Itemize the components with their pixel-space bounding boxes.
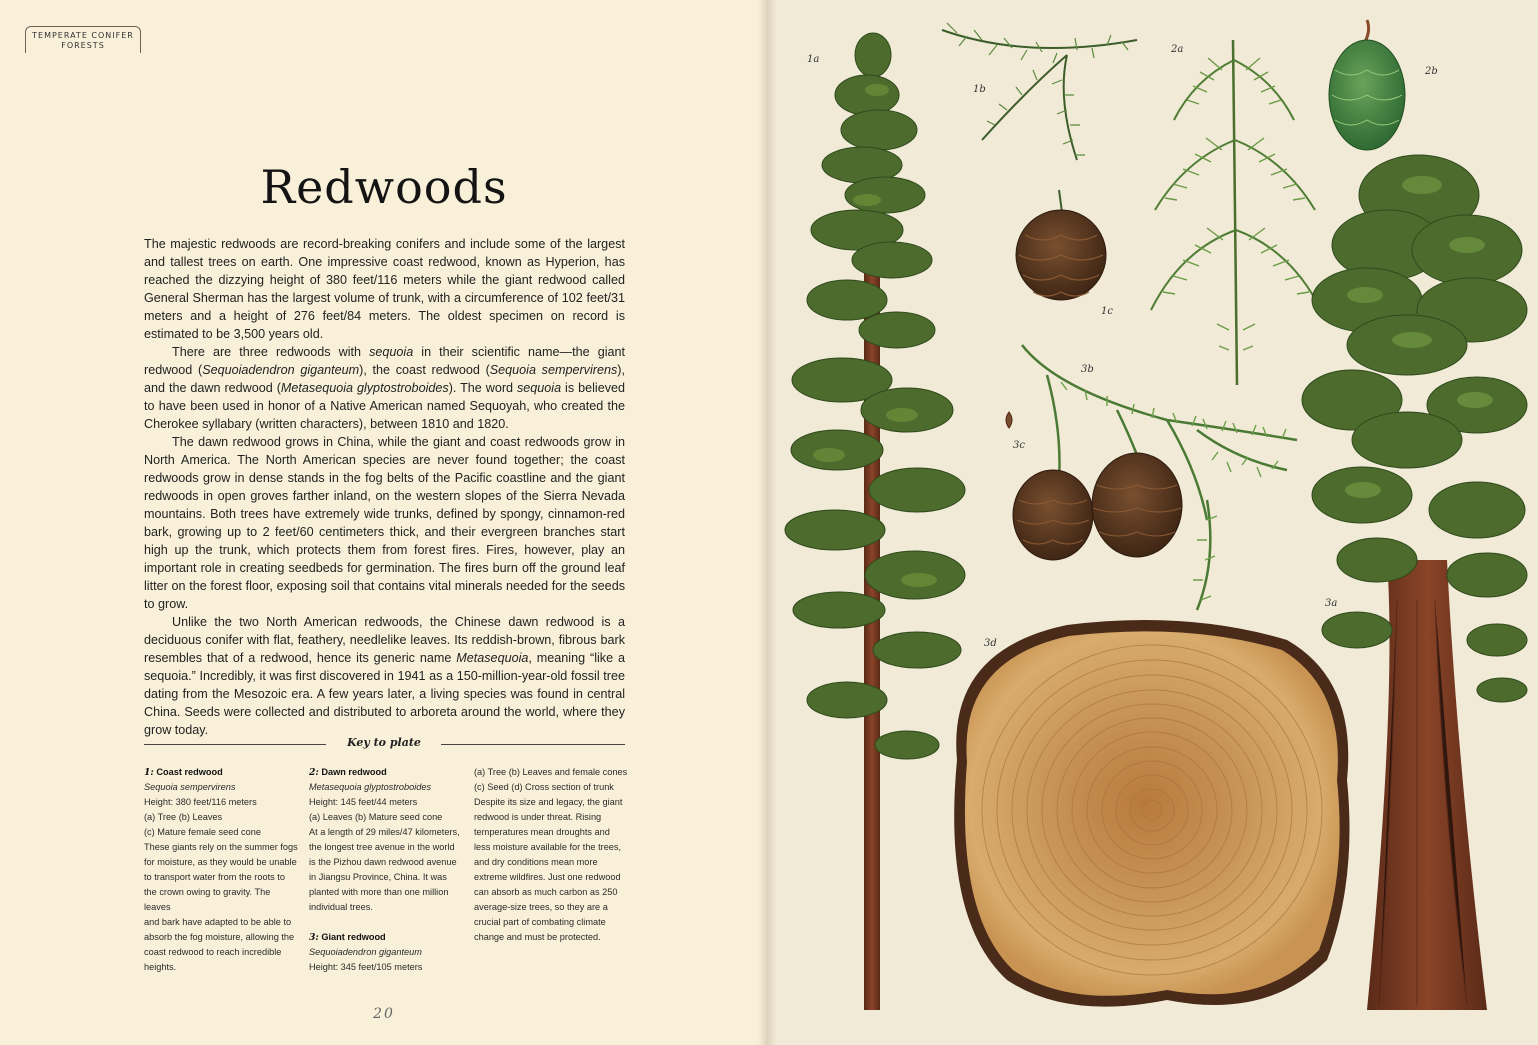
plate-label-1c: 1c: [1101, 306, 1113, 317]
paragraph-3: The dawn redwood grows in China, while the giant and coast redwoods grow in North America. The North American species are never found together; the coast redwoods grow in dense stands in the fog belts of the Pacific coastline and the giant redwoods in open groves farther inland, on the western slopes of the Sierra Nevada mountains. Both trees have extremely wide trunks, defined by spongy, cinnamon-red bark, growing up to 2 feet/60 centimeters thick, and their evergreen branches start high up the trunk, which protects them from forest fires. Fires, however, play an important role in creating seedbeds for germination. The fires burn off the ground leaf litter on the forest floor, exposing soil that contains vital minerals needed for the seeds to grow.: [144, 435, 625, 611]
plate-label-3c: 3c: [1013, 440, 1025, 451]
key-divider-left: [144, 744, 326, 745]
key-number: 3:: [309, 932, 319, 943]
key-species-name: Giant redwood: [321, 932, 386, 942]
key-column-3: (a) Tree (b) Leaves and female cones (c) Seed (d) Cross section of trunk Despite its size and legacy, the giant redwood is under threat. Rising temperatures mean droughts and less moisture available for the trees, and dry conditions mean more extreme wildfires. Just one redwood can absorb as much carbon as 250 average-size trees, so they are a crucial part of combating climate change and must be protected.: [474, 767, 628, 942]
key-height: Height: 145 feet/44 meters: [309, 797, 418, 807]
coast-redwood-leaf-spray: [942, 23, 1137, 160]
plate-label-3a: 3a: [1325, 598, 1338, 609]
botanical-plate: [767, 0, 1538, 1045]
giant-redwood-cone-1: [1013, 470, 1093, 560]
key-height: Height: 345 feet/105 meters: [309, 962, 423, 972]
paragraph-1: The majestic redwoods are record-breaking conifers and include some of the largest and tallest trees on earth. One impressive coast redwood, known as Hyperion, has reached the dizzying height of 380 feet/116 meters while the giant redwood called General Sherman has the largest volume of trunk, with a circumference of 102 feet/31 meters and a height of 276 feet/84 meters. The oldest specimen on record is estimated to be 3,500 years old.: [144, 237, 625, 341]
plate-label-3b: 3b: [1081, 364, 1094, 375]
key-divider-right: [441, 744, 625, 745]
dawn-redwood-cone: [1329, 20, 1405, 150]
key-species-name: Coast redwood: [156, 767, 223, 777]
left-page: [0, 0, 767, 1045]
key-scientific-name: Sequoiadendron giganteum: [309, 947, 422, 957]
body-text: [144, 235, 625, 739]
section-tab-line2: FORESTS: [61, 41, 105, 50]
paragraph-2: There are three redwoods with sequoia in their scientific name—the giant redwood (Sequoiadendron giganteum), the coast redwood (Sequoia sempervirens), and the dawn redwood (Metasequoia glyptostroboides). The word sequoia is believed to have been used in honor of a Native American named Sequoyah, who created the Cherokee syllabary (written characters), between 1810 and 1820.: [144, 345, 626, 431]
key-title: Key to plate: [347, 736, 421, 749]
book-gutter: [758, 0, 776, 1045]
section-tab: [25, 26, 141, 53]
section-tab-line1: TEMPERATE CONIFER: [32, 31, 134, 40]
coast-redwood-tree: [785, 33, 965, 1010]
page-title: Redwoods: [260, 160, 508, 214]
trunk-cross-section: [954, 620, 1349, 1007]
key-species-name: Dawn redwood: [321, 767, 387, 777]
key-item: (c) Mature female seed cone: [144, 827, 261, 837]
plate-label-2b: 2b: [1425, 66, 1438, 77]
plate-label-1b: 1b: [973, 84, 986, 95]
key-column-1: 1: Coast redwood Sequoia sempervirens Height: 380 feet/116 meters (a) Tree (b) Leaves (c) Mature female seed cone These giants rely on the summer fogs for moisture, as they would be unable to transport water from the roots to the crown owing to gravity. The leaves and bark have adapted to be able to absorb the fog moisture, allowing the coast redwood to reach incredible heights.: [144, 767, 298, 972]
plate-label-1a: 1a: [807, 54, 820, 65]
giant-redwood-branch: [1013, 345, 1297, 610]
dawn-redwood-leaves: [1151, 40, 1321, 385]
key-number: 2:: [309, 767, 319, 778]
paragraph-4: Unlike the two North American redwoods, the Chinese dawn redwood is a deciduous conifer with flat, feathery, needlelike leaves. Its reddish-brown, fibrous bark resembles that of a redwood, hence its generic name Metasequoia, meaning “like a sequoia.” Incredibly, it was first discovered in 1941 as a 150-million-year-old fossil tree dating from the Mesozoic era. A few years later, a living species was found in central China. Seeds were collected and distributed to arboreta around the world, where they grow today.: [144, 615, 626, 737]
giant-redwood-cone-2: [1092, 453, 1182, 557]
plate-label-2a: 2a: [1171, 44, 1184, 55]
giant-redwood-seed: [1006, 412, 1012, 428]
key-column-2: 2: Dawn redwood Metasequoia glyptostroboides Height: 145 feet/44 meters (a) Leaves (b) Mature seed cone At a length of 29 miles/47 kilometers, the longest tree avenue in the world is the Pizhou dawn redwood avenue in Jiangsu Province, China. It was planted with more than one million individual trees. 3: Giant redwood Sequoiadendron giganteum Height: 345 feet/105 meters: [309, 765, 463, 975]
key-scientific-name: Metasequoia glyptostroboides: [309, 782, 432, 792]
key-scientific-name: Sequoia sempervirens: [144, 782, 236, 792]
key-number: 1:: [144, 767, 154, 778]
page-number: 20: [373, 1006, 395, 1022]
key-item: (a) Leaves (b) Mature seed cone: [309, 812, 443, 822]
plate-label-3d: 3d: [984, 638, 997, 649]
key-height: Height: 380 feet/116 meters: [144, 797, 257, 807]
right-page: [767, 0, 1538, 1045]
coast-redwood-cone: [1016, 190, 1106, 300]
key-item: (a) Tree (b) Leaves: [144, 812, 223, 822]
